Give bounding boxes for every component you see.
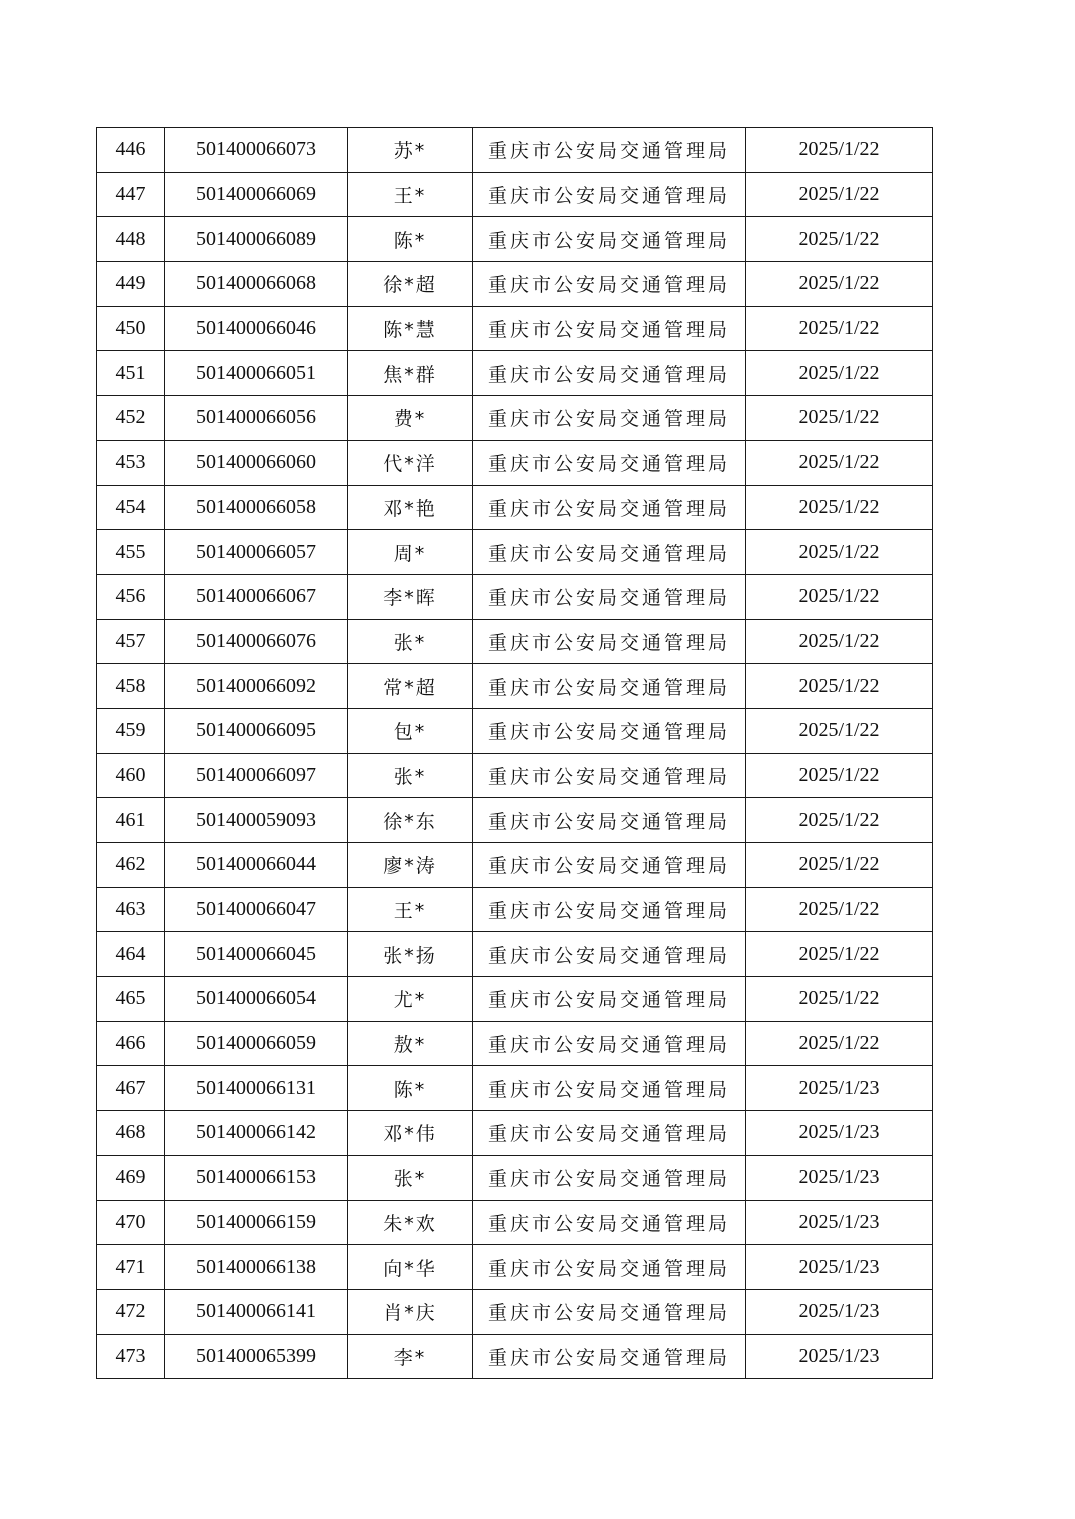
date-cell: 2025/1/22 [746,351,933,396]
person-name-cell: 包* [348,708,473,753]
certificate-number-cell: 501400059093 [165,798,348,843]
row-number-cell: 469 [97,1155,165,1200]
row-number-cell: 470 [97,1200,165,1245]
issuing-authority-cell: 重庆市公安局交通管理局 [473,485,746,530]
certificate-number-cell: 501400066069 [165,172,348,217]
person-name-cell: 苏* [348,128,473,173]
date-cell: 2025/1/23 [746,1155,933,1200]
table-row [97,1200,933,1245]
row-number-cell: 460 [97,753,165,798]
date-cell: 2025/1/22 [746,128,933,173]
date-cell: 2025/1/22 [746,753,933,798]
certificate-number-cell: 501400065399 [165,1334,348,1379]
person-name-cell: 邓*伟 [348,1111,473,1156]
table-row [97,798,933,843]
person-name-cell: 徐*东 [348,798,473,843]
date-cell: 2025/1/22 [746,530,933,575]
row-number-cell: 463 [97,887,165,932]
certificate-number-cell: 501400066089 [165,217,348,262]
issuing-authority-cell: 重庆市公安局交通管理局 [473,664,746,709]
table-row [97,1289,933,1334]
issuing-authority-cell: 重庆市公安局交通管理局 [473,753,746,798]
issuing-authority-cell: 重庆市公安局交通管理局 [473,977,746,1022]
date-cell: 2025/1/22 [746,843,933,888]
issuing-authority-cell: 重庆市公安局交通管理局 [473,1200,746,1245]
issuing-authority-cell: 重庆市公安局交通管理局 [473,262,746,307]
records-table [96,127,933,1379]
row-number-cell: 454 [97,485,165,530]
table-row [97,619,933,664]
issuing-authority-cell: 重庆市公安局交通管理局 [473,619,746,664]
row-number-cell: 462 [97,843,165,888]
person-name-cell: 邓*艳 [348,485,473,530]
person-name-cell: 常*超 [348,664,473,709]
certificate-number-cell: 501400066141 [165,1289,348,1334]
table-row [97,1066,933,1111]
person-name-cell: 费* [348,396,473,441]
issuing-authority-cell: 重庆市公安局交通管理局 [473,843,746,888]
date-cell: 2025/1/22 [746,664,933,709]
certificate-number-cell: 501400066051 [165,351,348,396]
person-name-cell: 肖*庆 [348,1289,473,1334]
issuing-authority-cell: 重庆市公安局交通管理局 [473,128,746,173]
person-name-cell: 王* [348,172,473,217]
date-cell: 2025/1/23 [746,1289,933,1334]
table-row [97,172,933,217]
table-row [97,128,933,173]
date-cell: 2025/1/22 [746,887,933,932]
row-number-cell: 447 [97,172,165,217]
certificate-number-cell: 501400066159 [165,1200,348,1245]
row-number-cell: 471 [97,1245,165,1290]
issuing-authority-cell: 重庆市公安局交通管理局 [473,351,746,396]
certificate-number-cell: 501400066056 [165,396,348,441]
row-number-cell: 457 [97,619,165,664]
table-row [97,574,933,619]
person-name-cell: 徐*超 [348,262,473,307]
issuing-authority-cell: 重庆市公安局交通管理局 [473,172,746,217]
issuing-authority-cell: 重庆市公安局交通管理局 [473,1334,746,1379]
row-number-cell: 452 [97,396,165,441]
row-number-cell: 466 [97,1021,165,1066]
issuing-authority-cell: 重庆市公安局交通管理局 [473,440,746,485]
person-name-cell: 尤* [348,977,473,1022]
certificate-number-cell: 501400066054 [165,977,348,1022]
certificate-number-cell: 501400066060 [165,440,348,485]
certificate-number-cell: 501400066058 [165,485,348,530]
row-number-cell: 450 [97,306,165,351]
issuing-authority-cell: 重庆市公安局交通管理局 [473,1245,746,1290]
row-number-cell: 446 [97,128,165,173]
date-cell: 2025/1/22 [746,485,933,530]
date-cell: 2025/1/23 [746,1111,933,1156]
row-number-cell: 449 [97,262,165,307]
table-row [97,306,933,351]
issuing-authority-cell: 重庆市公安局交通管理局 [473,574,746,619]
person-name-cell: 李* [348,1334,473,1379]
person-name-cell: 焦*群 [348,351,473,396]
issuing-authority-cell: 重庆市公安局交通管理局 [473,1155,746,1200]
person-name-cell: 张*扬 [348,932,473,977]
row-number-cell: 458 [97,664,165,709]
row-number-cell: 451 [97,351,165,396]
certificate-number-cell: 501400066153 [165,1155,348,1200]
table-row [97,664,933,709]
certificate-number-cell: 501400066067 [165,574,348,619]
certificate-number-cell: 501400066092 [165,664,348,709]
row-number-cell: 472 [97,1289,165,1334]
table-row [97,887,933,932]
table-row [97,932,933,977]
date-cell: 2025/1/22 [746,977,933,1022]
issuing-authority-cell: 重庆市公安局交通管理局 [473,708,746,753]
date-cell: 2025/1/22 [746,619,933,664]
table-row [97,1334,933,1379]
date-cell: 2025/1/22 [746,440,933,485]
issuing-authority-cell: 重庆市公安局交通管理局 [473,306,746,351]
person-name-cell: 李*晖 [348,574,473,619]
issuing-authority-cell: 重庆市公安局交通管理局 [473,932,746,977]
date-cell: 2025/1/22 [746,172,933,217]
person-name-cell: 周* [348,530,473,575]
table-row [97,262,933,307]
certificate-number-cell: 501400066057 [165,530,348,575]
table-row [97,217,933,262]
issuing-authority-cell: 重庆市公安局交通管理局 [473,396,746,441]
person-name-cell: 张* [348,1155,473,1200]
issuing-authority-cell: 重庆市公安局交通管理局 [473,530,746,575]
issuing-authority-cell: 重庆市公安局交通管理局 [473,1289,746,1334]
table-row [97,753,933,798]
certificate-number-cell: 501400066045 [165,932,348,977]
person-name-cell: 张* [348,619,473,664]
table-row [97,977,933,1022]
row-number-cell: 459 [97,708,165,753]
row-number-cell: 461 [97,798,165,843]
date-cell: 2025/1/22 [746,1021,933,1066]
person-name-cell: 张* [348,753,473,798]
table-row [97,485,933,530]
person-name-cell: 王* [348,887,473,932]
certificate-number-cell: 501400066131 [165,1066,348,1111]
certificate-number-cell: 501400066095 [165,708,348,753]
table-row [97,440,933,485]
row-number-cell: 465 [97,977,165,1022]
table-row [97,530,933,575]
person-name-cell: 陈* [348,217,473,262]
certificate-number-cell: 501400066097 [165,753,348,798]
certificate-number-cell: 501400066076 [165,619,348,664]
person-name-cell: 代*洋 [348,440,473,485]
certificate-number-cell: 501400066138 [165,1245,348,1290]
date-cell: 2025/1/22 [746,396,933,441]
certificate-number-cell: 501400066059 [165,1021,348,1066]
row-number-cell: 464 [97,932,165,977]
person-name-cell: 陈*慧 [348,306,473,351]
table-row [97,351,933,396]
row-number-cell: 468 [97,1111,165,1156]
date-cell: 2025/1/23 [746,1245,933,1290]
date-cell: 2025/1/23 [746,1334,933,1379]
person-name-cell: 廖*涛 [348,843,473,888]
certificate-number-cell: 501400066044 [165,843,348,888]
table-row [97,396,933,441]
person-name-cell: 朱*欢 [348,1200,473,1245]
row-number-cell: 456 [97,574,165,619]
certificate-number-cell: 501400066073 [165,128,348,173]
date-cell: 2025/1/22 [746,708,933,753]
table-row [97,843,933,888]
table-row [97,1021,933,1066]
date-cell: 2025/1/22 [746,932,933,977]
table-row [97,1155,933,1200]
issuing-authority-cell: 重庆市公安局交通管理局 [473,1066,746,1111]
row-number-cell: 453 [97,440,165,485]
certificate-number-cell: 501400066068 [165,262,348,307]
issuing-authority-cell: 重庆市公安局交通管理局 [473,887,746,932]
table-row [97,708,933,753]
person-name-cell: 向*华 [348,1245,473,1290]
date-cell: 2025/1/22 [746,798,933,843]
person-name-cell: 陈* [348,1066,473,1111]
row-number-cell: 473 [97,1334,165,1379]
date-cell: 2025/1/22 [746,574,933,619]
date-cell: 2025/1/22 [746,306,933,351]
table-row [97,1111,933,1156]
issuing-authority-cell: 重庆市公安局交通管理局 [473,217,746,262]
person-name-cell: 敖* [348,1021,473,1066]
date-cell: 2025/1/22 [746,262,933,307]
date-cell: 2025/1/23 [746,1200,933,1245]
date-cell: 2025/1/22 [746,217,933,262]
table-row [97,1245,933,1290]
date-cell: 2025/1/23 [746,1066,933,1111]
certificate-number-cell: 501400066142 [165,1111,348,1156]
issuing-authority-cell: 重庆市公安局交通管理局 [473,798,746,843]
row-number-cell: 448 [97,217,165,262]
row-number-cell: 467 [97,1066,165,1111]
issuing-authority-cell: 重庆市公安局交通管理局 [473,1021,746,1066]
records-table-body [97,128,933,1379]
row-number-cell: 455 [97,530,165,575]
certificate-number-cell: 501400066046 [165,306,348,351]
certificate-number-cell: 501400066047 [165,887,348,932]
issuing-authority-cell: 重庆市公安局交通管理局 [473,1111,746,1156]
